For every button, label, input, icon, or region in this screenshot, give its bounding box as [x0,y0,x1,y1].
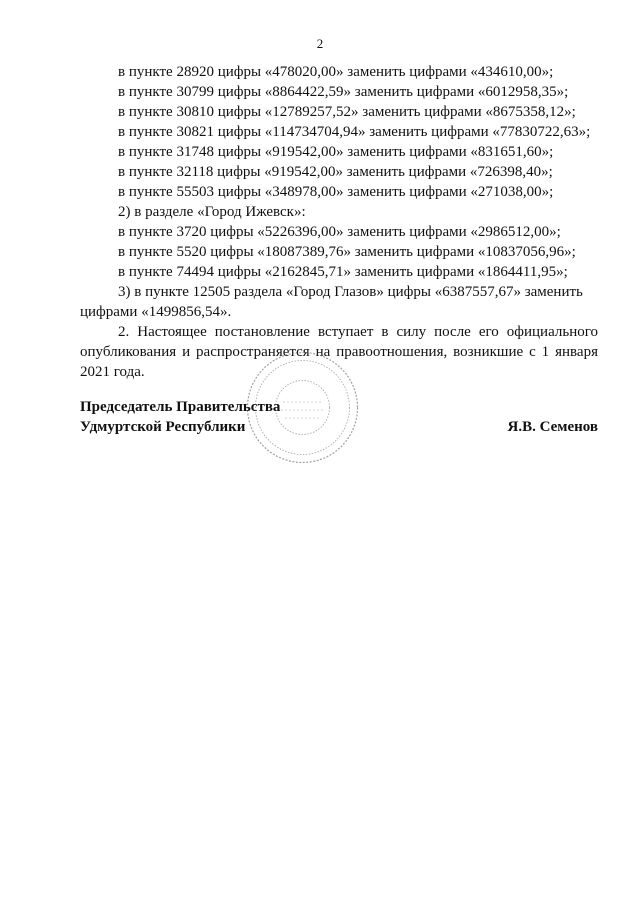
list-item: в пункте 30821 цифры «114734704,94» заменить цифрами «77830722,63»; [118,124,591,140]
list-item: в пункте 3720 цифры «5226396,00» заменить цифрами «2986512,00»; [118,224,561,240]
list-item: в пункте 28920 цифры «478020,00» заменить цифрами «434610,00»; [118,64,554,80]
list-item: 3) в пункте 12505 раздела «Город Глазов» цифры «6387557,67» заменить [118,284,583,300]
list-item: в пункте 74494 цифры «2162845,71» заменить цифрами «1864411,95»; [118,264,568,280]
list-item: в пункте 5520 цифры «18087389,76» заменить цифрами «10837056,96»; [118,244,576,260]
list-item: в пункте 31748 цифры «919542,00» заменить цифрами «831651,60»; [118,144,554,160]
page-number: 2 [316,36,324,51]
signatory-name: Я.В. Семенов [507,419,598,435]
paragraph: 2. Настоящее постановление вступает в силу после его официального опубликования и распространяется на правоотношения, возникшие с 1 января 2021 года. [80,324,598,380]
list-item-continuation: цифрами «1499856,54». [80,304,232,320]
list-item: в пункте 30810 цифры «12789257,52» заменить цифрами «8675358,12»; [118,104,576,120]
signatory-title: Председатель Правительства [80,399,281,415]
list-item: в пункте 55503 цифры «348978,00» заменить цифрами «271038,00»; [118,184,554,200]
document-body [80,62,598,382]
signature-block [80,397,598,437]
section-heading: 2) в разделе «Город Ижевск»: [118,204,306,220]
list-item: в пункте 30799 цифры «8864422,59» заменить цифрами «6012958,35»; [118,84,569,100]
signatory-title: Удмуртской Республики [80,419,246,435]
list-item: в пункте 32118 цифры «919542,00» заменить цифрами «726398,40»; [118,164,553,180]
